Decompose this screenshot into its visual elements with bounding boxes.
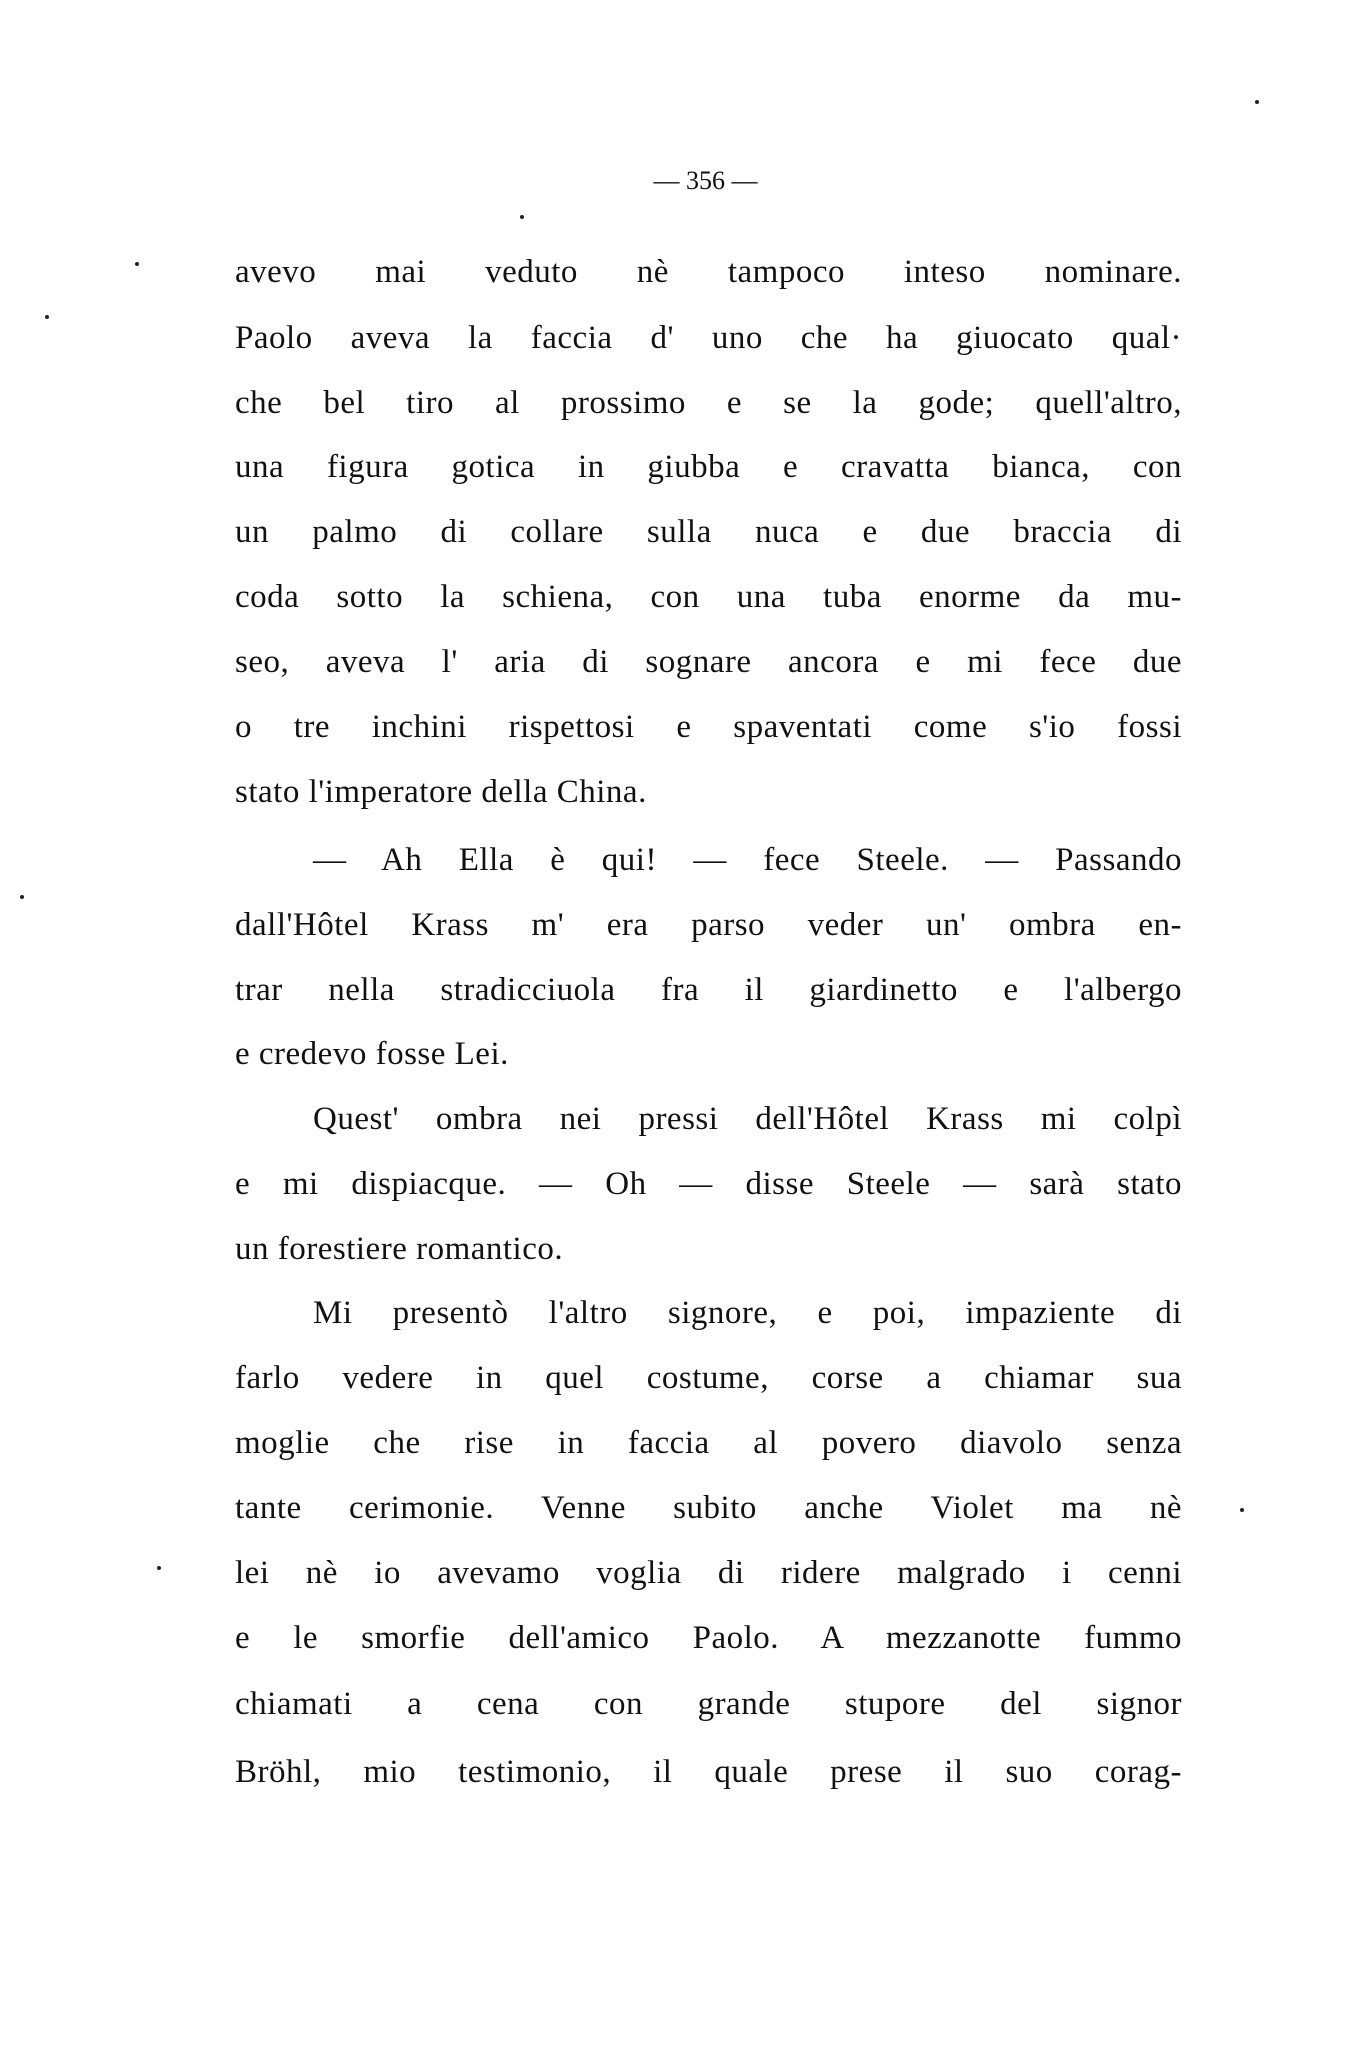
scan-speck <box>20 895 24 899</box>
text-line: farlo vedere in quel costume, corse a chiamar sua <box>235 1360 1182 1396</box>
text-line: moglie che rise in faccia al povero diavolo senza <box>235 1425 1182 1461</box>
text-line: che bel tiro al prossimo e se la gode; quell'altro, <box>235 385 1182 421</box>
text-line: Quest' ombra nei pressi dell'Hôtel Krass mi colpì <box>313 1101 1182 1137</box>
text-line: coda sotto la schiena, con una tuba enorme da mu- <box>235 579 1182 615</box>
text-line: lei nè io avevamo voglia di ridere malgrado i cenni <box>235 1555 1182 1591</box>
scan-speck <box>45 315 49 319</box>
text-line: avevo mai veduto nè tampoco inteso nominare. <box>235 254 1182 290</box>
scan-speck <box>135 262 139 266</box>
text-line: tante cerimonie. Venne subito anche Violet ma nè <box>235 1490 1182 1526</box>
scan-speck <box>157 1566 161 1570</box>
text-line: Paolo aveva la faccia d' uno che ha giuocato qual· <box>235 320 1182 356</box>
text-line: dall'Hôtel Krass m' era parso veder un' ombra en- <box>235 907 1182 943</box>
page-number: — 356 — <box>653 166 758 195</box>
text-line: — Ah Ella è qui! — fece Steele. — Passando <box>313 842 1182 878</box>
text-line: chiamati a cena con grande stupore del signor <box>235 1686 1182 1722</box>
text-line: Mi presentò l'altro signore, e poi, impaziente di <box>313 1295 1182 1331</box>
text-line: o tre inchini rispettosi e spaventati come s'io fossi <box>235 709 1182 745</box>
text-line: un palmo di collare sulla nuca e due braccia di <box>235 514 1182 550</box>
text-line: un forestiere romantico. <box>235 1231 564 1267</box>
scan-speck <box>520 215 524 219</box>
text-line: Bröhl, mio testimonio, il quale prese il suo corag- <box>235 1754 1182 1790</box>
scan-speck <box>1240 1508 1244 1512</box>
text-line: trar nella stradicciuola fra il giardinetto e l'albergo <box>235 972 1182 1008</box>
text-line: e credevo fosse Lei. <box>235 1036 509 1072</box>
text-line: stato l'imperatore della China. <box>235 774 647 810</box>
text-line: e mi dispiacque. — Oh — disse Steele — sarà stato <box>235 1166 1182 1202</box>
text-line: e le smorfie dell'amico Paolo. A mezzanotte fummo <box>235 1620 1182 1656</box>
text-line: seo, aveva l' aria di sognare ancora e mi fece due <box>235 644 1182 680</box>
text-line: una figura gotica in giubba e cravatta bianca, con <box>235 449 1182 485</box>
scan-speck <box>1255 100 1259 104</box>
